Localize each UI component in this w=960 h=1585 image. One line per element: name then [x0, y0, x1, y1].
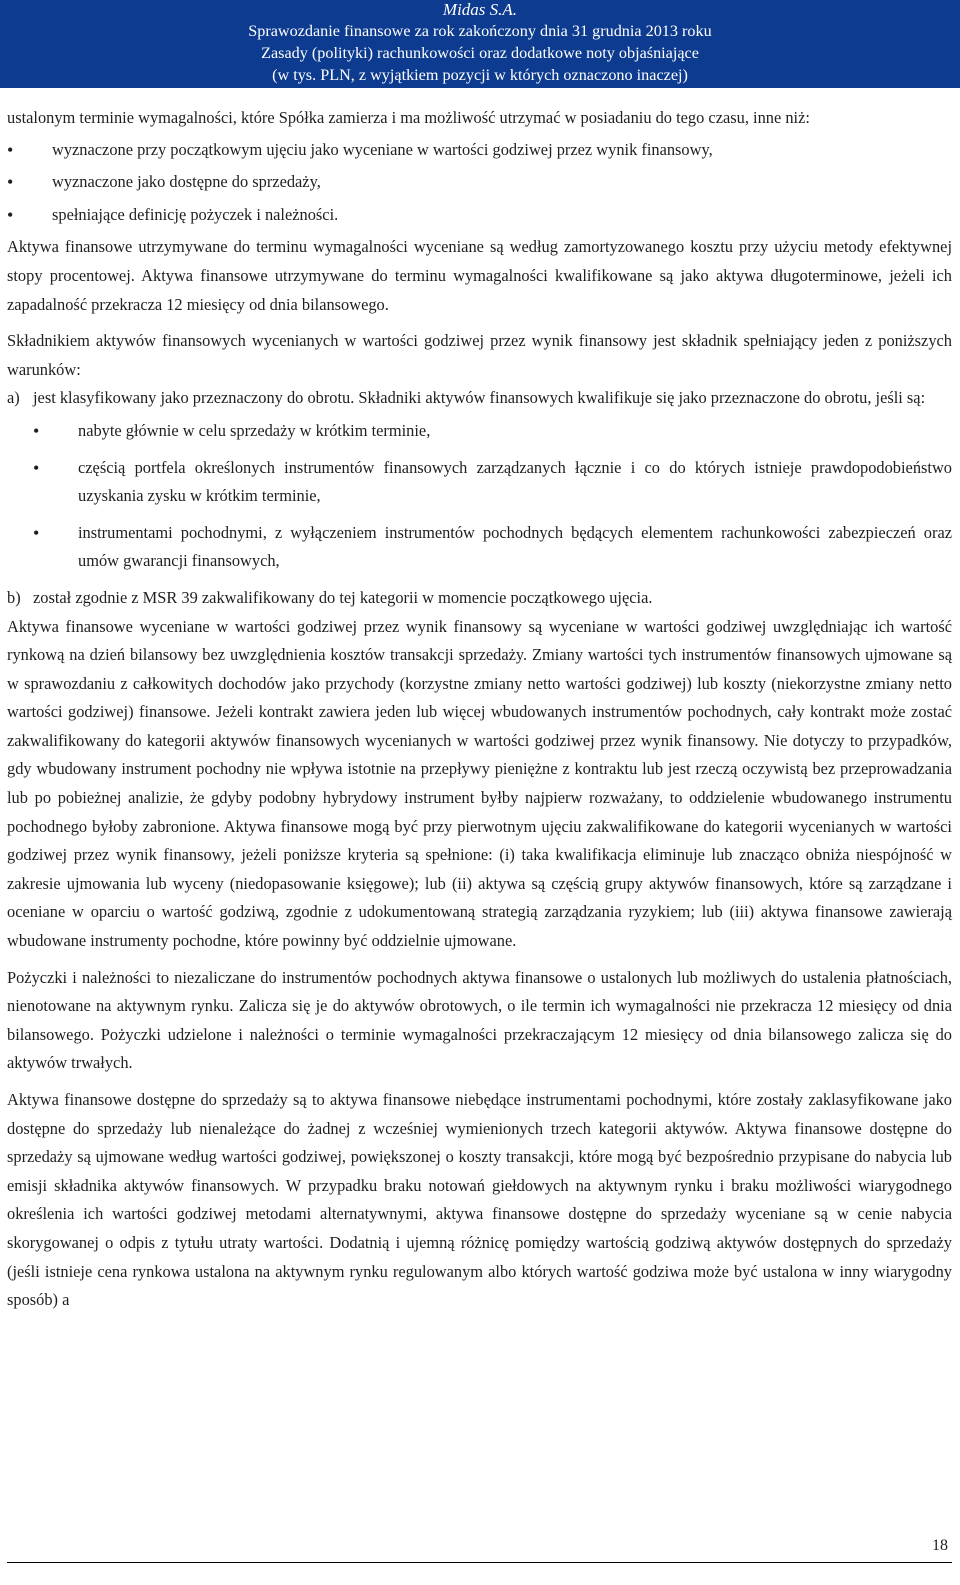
list-item: • wyznaczone przy początkowym ujęciu jako wyceniane w wartości godziwej przez wynik finansowy,: [7, 136, 952, 165]
item-b-label: b): [7, 587, 21, 607]
paragraph-intro: ustalonym terminie wymagalności, które Spółka zamierza i ma możliwość utrzymać w posiadaniu do tego czasu, inne niż:: [7, 108, 810, 127]
header-section-title: Zasady (polityki) rachunkowości oraz dodatkowe noty objaśniające: [261, 44, 699, 62]
bullet-list-trading: [33, 417, 952, 576]
page-header: [0, 0, 960, 88]
document-body: [7, 104, 952, 1315]
header-report-title: Sprawozdanie finansowe za rok zakończony dnia 31 grudnia 2013 roku: [248, 22, 712, 40]
page-number: 18: [932, 1537, 948, 1554]
list-item: • wyznaczone jako dostępne do sprzedaży,: [7, 168, 952, 197]
item-b-text: został zgodnie z MSR 39 zakwalifikowany do tej kategorii w momencie początkowego ujęcia.: [33, 587, 653, 607]
bullet-list-exclusions: [7, 136, 952, 230]
list-item: • częścią portfela określonych instrumentów finansowych zarządzanych łącznie i co do których istnieje prawdopodobieństwo uzyskania zysku w krótkim terminie,: [33, 454, 952, 511]
company-name: Midas S.A.: [442, 0, 518, 19]
paragraph-available-for-sale: Aktywa finansowe dostępne do sprzedaży są to aktywa finansowe niebędące instrumentami pochodnymi, które zostały zaklasyfikowane jako dostępne do sprzedaży lub nienależące do żadnej z wcześniej wymienionych trzech kategorii aktywów. Aktywa finansowe dostępne do sprzedaży są ujmowane według wartości godziwej, powiększonej o koszty transakcji, które mogą być bezpośrednio przypisane do nabycia lub emisji składnika aktywów finansowych. W przypadku braku notowań giełdowych na aktywnym rynku i braku możliwości wiarygodnego określenia ich wartości godziwej metodami alternatywnymi, aktywa finansowe dostępne do sprzedaży wyceniane są w cenie nabycia skorygowanej o odpis z tytułu utraty wartości. Dodatnią i ujemną różnicę pomiędzy wartością godziwą aktywów dostępnych do sprzedaży (jeśli istnieje cena rynkowa ustalona na aktywnym rynku regulowanym albo których wartość godziwa może być ustalona w inny wiarygodny sposób) a: [7, 1090, 952, 1310]
header-units-note: (w tys. PLN, z wyjątkiem pozycji w których oznaczono inaczej): [272, 66, 688, 84]
list-item: • nabyte głównie w celu sprzedaży w krótkim terminie,: [33, 417, 952, 446]
paragraph-loans-receivables: Pożyczki i należności to niezaliczane do instrumentów pochodnych aktywa finansowe o ustalonych lub możliwych do ustalenia płatnościach, nienotowane na aktywnym rynku. Zalicza się je do aktywów obrotowych, o ile termin ich wymagalności nie przekracza 12 miesięcy od dnia bilansowego. Pożyczki udzielone i należności o terminie wymagalności przekraczającym 12 miesięcy od dnia bilansowego zalicza się do aktywów trwałych.: [7, 967, 952, 1073]
list-item: • instrumentami pochodnymi, z wyłączeniem instrumentów pochodnych będących elementem rachunkowości zabezpieczeń oraz umów gwarancji finansowych,: [33, 519, 952, 576]
paragraph-fair-value-measurement: Aktywa finansowe wyceniane w wartości godziwej przez wynik finansowy są wyceniane w wartości godziwej uwzględniając ich wartość rynkową na dzień bilansowy bez uwzględnienia kosztów transakcji sprzedaży. Zmiany wartości tych instrumentów finansowych ujmowane są w sprawozdaniu z całkowitych dochodów jako przychody (korzystne zmiany netto wartości godziwej) lub koszty (niekorzystne zmiany netto wartości godziwej) finansowe. Jeżeli kontrakt zawiera jeden lub więcej wbudowanych instrumentów pochodnych, cały kontrakt może zostać zakwalifikowany do kategorii aktywów finansowych wycenianych w wartości godziwej przez wynik finansowy. Nie dotyczy to przypadków, gdy wbudowany instrument pochodny nie wpływa istotnie na przepływy pieniężne z kontraktu lub jest rzeczą oczywistą bez przeprowadzania lub po pobieżnej analizie, że gdyby podobny hybrydowy instrument byłby najpierw rozważany, to oddzielenie wbudowanego instrumentu pochodnego byłoby zabronione. Aktywa finansowe mogą być przy pierwotnym ujęciu zakwalifikowane do kategorii wycenianych w wartości godziwej przez wynik finansowy, jeżeli poniższe kryteria są spełnione: (i) taka kwalifikacja eliminuje lub znacząco obniża niespójność w zakresie ujmowania lub wyceny (niedopasowanie księgowe); lub (ii) aktywa są częścią grupy aktywów finansowych, które są zarządzane i oceniane w oparciu o wartość godziwą, zgodnie z udokumentowaną strategią zarządzania ryzykiem; lub (iii) aktywa finansowe zawierają wbudowane instrumenty pochodne, które powinny być oddzielnie ujmowane.: [7, 616, 952, 951]
paragraph-fair-value-definition: Składnikiem aktywów finansowych wycenianych w wartości godziwej przez wynik finansowy jest składnik spełniający jeden z poniższych warunków:: [7, 331, 952, 379]
item-a: [7, 384, 952, 413]
item-b: [7, 584, 952, 613]
item-a-label: a): [7, 388, 20, 408]
item-a-text: jest klasyfikowany jako przeznaczony do obrotu. Składniki aktywów finansowych kwalifikuje się jako przeznaczone do obrotu, jeśli są:: [33, 388, 926, 408]
paragraph-held-to-maturity: Aktywa finansowe utrzymywane do terminu wymagalności wyceniane są według zamortyzowanego kosztu przy użyciu metody efektywnej stopy procentowej. Aktywa finansowe utrzymywane do terminu wymagalności kwalifikowane są jako aktywa długoterminowe, jeżeli ich zapadalność przekracza 12 miesięcy od dnia bilansowego.: [7, 237, 952, 314]
list-item: • spełniające definicję pożyczek i należności.: [7, 201, 952, 230]
footer-divider: [7, 1562, 952, 1563]
